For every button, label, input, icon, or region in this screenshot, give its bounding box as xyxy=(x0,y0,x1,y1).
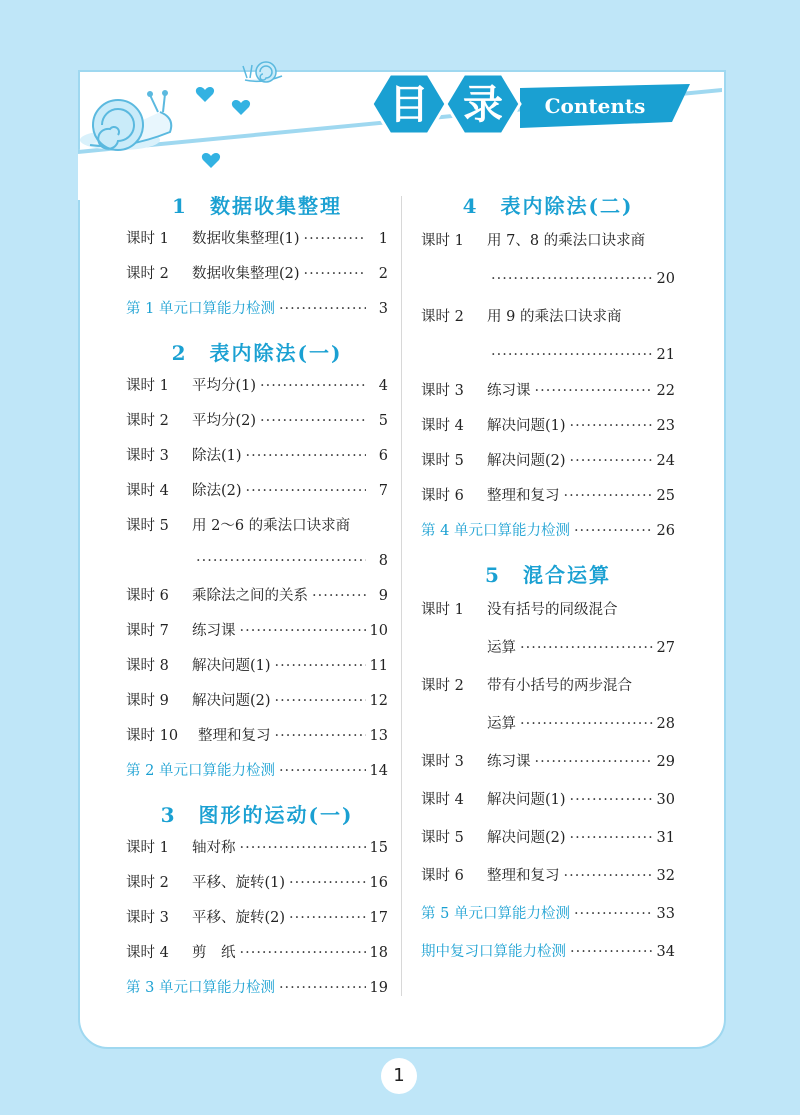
column-divider xyxy=(401,196,402,996)
title-char-2: 录 xyxy=(463,82,503,128)
toc-entry[interactable]: 课时 3 练习课 ····· 29 xyxy=(421,743,675,781)
toc-entry[interactable]: 课时 6 整理和复习 ····· 25 xyxy=(421,479,675,514)
toc-entry[interactable]: 课时 5 解决问题(2) ····· 24 xyxy=(421,444,675,479)
toc-test-entry[interactable]: 第 5 单元口算能力检测 ····· 33 xyxy=(421,895,675,933)
toc-entry[interactable]: 课时 6 乘除法之间的关系 ····· 9 xyxy=(126,579,388,614)
toc-entry[interactable]: 课时 4 解决问题(1) ····· 30 xyxy=(421,781,675,819)
toc-entry[interactable]: 课时 4 剪 纸 ····· 18 xyxy=(126,936,388,971)
toc-entry[interactable]: 课时 5 解决问题(2) ····· 31 xyxy=(421,819,675,857)
toc-entry[interactable]: 课时 3 平移、旋转(2) ····· 17 xyxy=(126,901,388,936)
title-char-1: 目 xyxy=(389,82,429,128)
toc-entry-continuation[interactable]: ····· 21 xyxy=(421,336,675,374)
toc-entry[interactable]: 课时 3 除法(1) ····· 6 xyxy=(126,439,388,474)
page-number: 1 xyxy=(381,1058,417,1094)
toc-entry[interactable]: 课时 8 解决问题(1) ····· 11 xyxy=(126,649,388,684)
toc-test-entry[interactable]: 第 3 单元口算能力检测 ····· 19 xyxy=(126,971,388,1006)
small-snail-icon xyxy=(243,62,282,82)
toc-entry[interactable]: 课时 5 用 2～6 的乘法口诀求商 xyxy=(126,518,351,534)
toc-right-column xyxy=(421,190,675,971)
toc-test-entry[interactable]: 第 4 单元口算能力检测 ····· 26 xyxy=(421,514,675,549)
toc-entry[interactable]: 课时 3 练习课 ····· 22 xyxy=(421,374,675,409)
toc-entry[interactable]: 课时 2 平移、旋转(1) ····· 16 xyxy=(126,866,388,901)
toc-entry[interactable]: 课时 2 带有小括号的两步混合 xyxy=(421,678,632,694)
toc-entry[interactable]: 课时 7 练习课 ····· 10 xyxy=(126,614,388,649)
snail-icon xyxy=(80,90,171,150)
toc-entry[interactable]: 课时 1 轴对称 ····· 15 xyxy=(126,831,388,866)
unit-title: 5 混合运算 xyxy=(485,563,611,587)
toc-entry-continuation[interactable]: ····· 20 xyxy=(421,260,675,298)
toc-entry[interactable]: 课时 6 整理和复习 ····· 32 xyxy=(421,857,675,895)
unit-title: 4 表内除法(二) xyxy=(462,194,634,218)
toc-test-entry[interactable]: 第 1 单元口算能力检测 ····· 3 xyxy=(126,292,388,327)
toc-left-column xyxy=(126,190,388,1006)
unit-title: 1 数据收集整理 xyxy=(172,194,342,218)
unit-title: 2 表内除法(一) xyxy=(171,341,343,365)
toc-entry[interactable]: 课时 9 解决问题(2) ····· 12 xyxy=(126,684,388,719)
toc-entry-continuation[interactable]: 运算 ····· 27 xyxy=(421,629,675,667)
toc-test-entry[interactable]: 第 2 单元口算能力检测 ····· 14 xyxy=(126,754,388,789)
toc-entry[interactable]: 课时 2 数据收集整理(2) ····· 2 xyxy=(126,257,388,292)
contents-label: Contents xyxy=(544,94,646,118)
toc-entry-continuation[interactable]: 运算 ····· 28 xyxy=(421,705,675,743)
toc-midterm-entry[interactable]: 期中复习口算能力检测 ····· 34 xyxy=(421,933,675,971)
toc-entry[interactable]: 课时 2 平均分(2) ····· 5 xyxy=(126,404,388,439)
toc-entry-continuation[interactable]: ····· 8 xyxy=(126,544,388,579)
toc-entry[interactable]: 课时 1 数据收集整理(1) ····· 1 xyxy=(126,222,388,257)
toc-entry[interactable]: 课时 1 用 7、8 的乘法口诀求商 xyxy=(421,233,646,249)
toc-entry[interactable]: 课时 4 除法(2) ····· 7 xyxy=(126,474,388,509)
toc-entry[interactable]: 课时 1 平均分(1) ····· 4 xyxy=(126,369,388,404)
unit-title: 3 图形的运动(一) xyxy=(160,803,354,827)
toc-entry[interactable]: 课时 2 用 9 的乘法口诀求商 xyxy=(421,309,622,325)
toc-entry[interactable]: 课时 1 没有括号的同级混合 xyxy=(421,602,618,618)
toc-entry[interactable]: 课时 4 解决问题(1) ····· 23 xyxy=(421,409,675,444)
toc-entry[interactable]: 课时 10 整理和复习 ····· 13 xyxy=(126,719,388,754)
